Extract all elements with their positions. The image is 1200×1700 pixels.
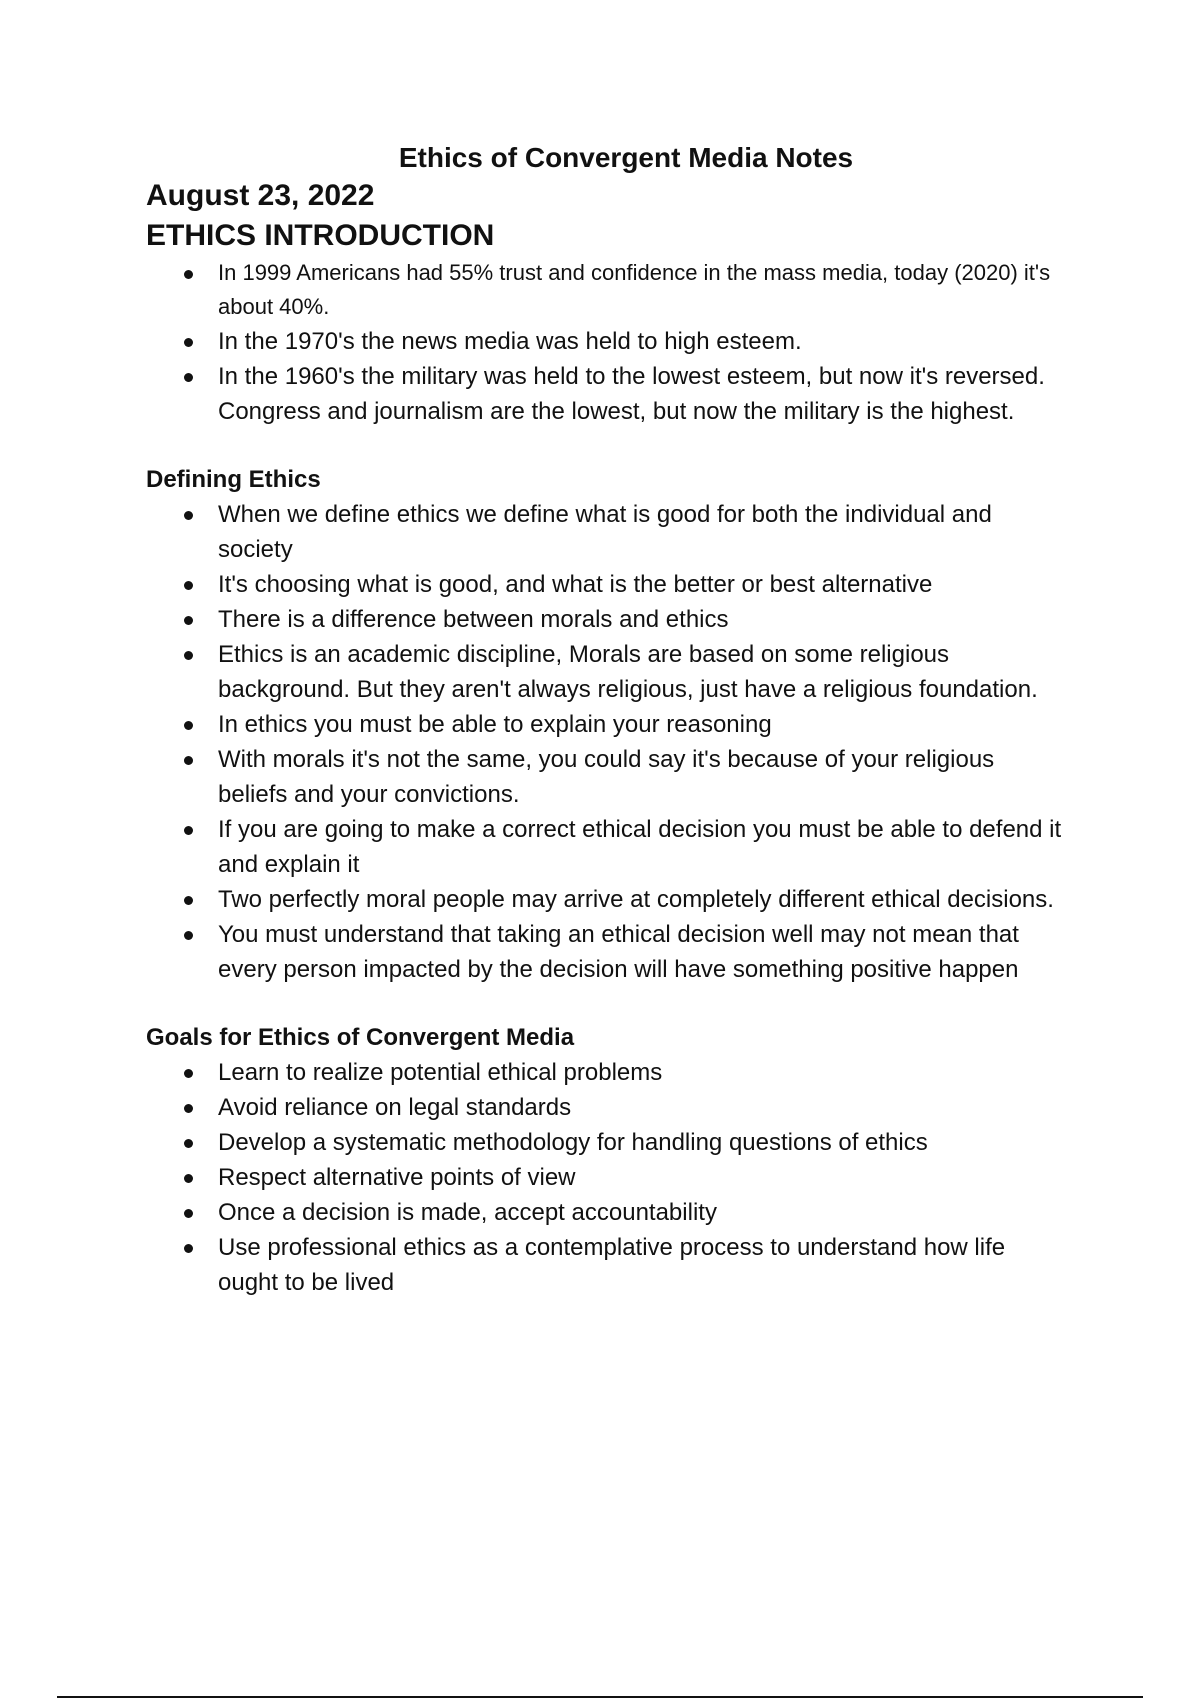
document-date: August 23, 2022 — [146, 179, 375, 212]
list-item: There is a difference between morals and ethics — [146, 602, 1066, 637]
bullet-icon — [184, 756, 193, 765]
bullet-icon — [184, 931, 193, 940]
list-item: Use professional ethics as a contemplative process to understand how life ought to be lived — [146, 1230, 1066, 1300]
bullet-icon — [184, 721, 193, 730]
bullet-icon — [184, 1139, 193, 1148]
bullet-icon — [184, 651, 193, 660]
bullet-icon — [184, 338, 193, 347]
section-heading-defining-ethics: Defining Ethics — [146, 466, 321, 493]
document-title: Ethics of Convergent Media Notes — [398, 142, 854, 173]
bullet-icon — [184, 511, 193, 520]
bullet-icon — [184, 1174, 193, 1183]
bullet-icon — [184, 270, 193, 279]
list-item: You must understand that taking an ethical decision well may not mean that every person impacted by the decision will have something positive happen — [146, 917, 1066, 987]
bullet-icon — [184, 1244, 193, 1253]
bullet-icon — [184, 1209, 193, 1218]
list-item: Respect alternative points of view — [146, 1160, 1066, 1195]
list-item: Avoid reliance on legal standards — [146, 1090, 1066, 1125]
list-item: Ethics is an academic discipline, Morals are based on some religious background. But they aren't always religious, just have a religious foundation. — [146, 637, 1066, 707]
list-item: In 1999 Americans had 55% trust and confidence in the mass media, today (2020) it's about 40%. — [146, 256, 1066, 324]
list-item: When we define ethics we define what is good for both the individual and society — [146, 497, 1066, 567]
list-item: Once a decision is made, accept accountability — [146, 1195, 1066, 1230]
list-item: If you are going to make a correct ethical decision you must be able to defend it and explain it — [146, 812, 1066, 882]
list-item: With morals it's not the same, you could say it's because of your religious beliefs and your convictions. — [146, 742, 1066, 812]
list-item: In ethics you must be able to explain your reasoning — [146, 707, 1066, 742]
bullet-icon — [184, 616, 193, 625]
bullet-icon — [184, 581, 193, 590]
list-item: In the 1960's the military was held to the lowest esteem, but now it's reversed. Congress and journalism are the lowest, but now the military is the highest. — [146, 359, 1066, 429]
bullet-list-ethics-introduction — [146, 256, 1066, 429]
list-item: Learn to realize potential ethical problems — [146, 1055, 1066, 1090]
list-item: In the 1970's the news media was held to high esteem. — [146, 324, 1066, 359]
list-item: Two perfectly moral people may arrive at completely different ethical decisions. — [146, 882, 1066, 917]
list-item: Develop a systematic methodology for handling questions of ethics — [146, 1125, 1066, 1160]
bullet-icon — [184, 826, 193, 835]
list-item: It's choosing what is good, and what is the better or best alternative — [146, 567, 1066, 602]
bullet-icon — [184, 1104, 193, 1113]
bullet-list-goals — [146, 1055, 1066, 1300]
footer-divider — [57, 1696, 1143, 1698]
bullet-icon — [184, 896, 193, 905]
bullet-list-defining-ethics — [146, 497, 1066, 987]
bullet-icon — [184, 373, 193, 382]
bullet-icon — [184, 1069, 193, 1078]
document-page — [146, 140, 1066, 1300]
section-heading-ethics-introduction: ETHICS INTRODUCTION — [146, 219, 495, 252]
section-heading-goals: Goals for Ethics of Convergent Media — [146, 1024, 575, 1051]
